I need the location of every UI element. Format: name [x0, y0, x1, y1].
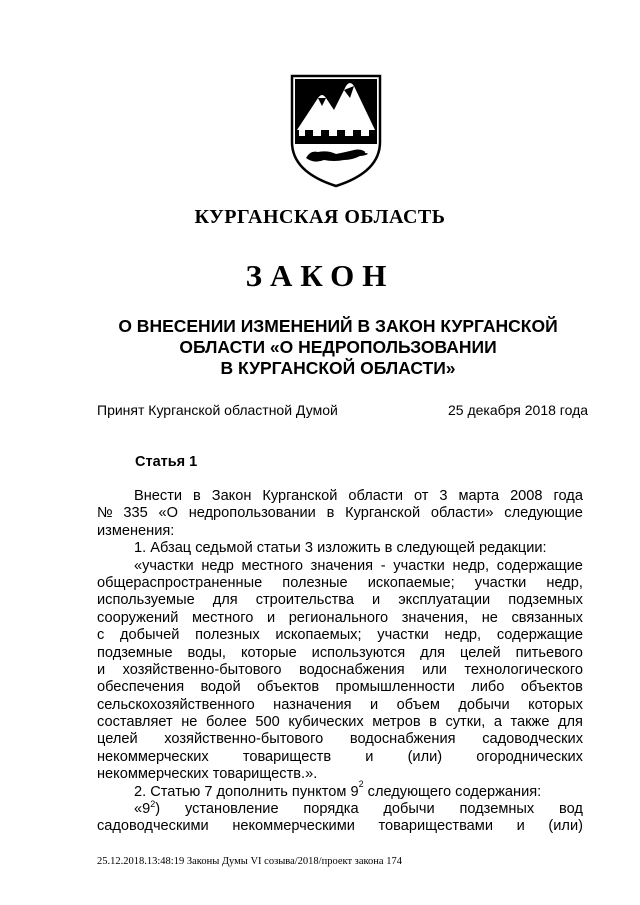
word: года [553, 488, 583, 504]
word: недр, [452, 557, 490, 574]
word: и [365, 748, 374, 765]
word: используемые [97, 592, 195, 609]
word: следующие [504, 505, 583, 522]
article-text-line [97, 679, 583, 696]
word: для [557, 714, 583, 731]
word: или [422, 661, 447, 678]
word: участки [393, 557, 445, 574]
word: целей [460, 644, 501, 661]
word: назначения [273, 696, 352, 713]
word: используются [311, 644, 406, 661]
word: которые [240, 644, 297, 661]
word: метров [372, 714, 421, 731]
word: для [420, 644, 446, 661]
adoption-date: 25 декабря 2018 года [448, 402, 589, 418]
word: 500 [255, 714, 280, 731]
word: 1. Абзац седьмой статьи 3 изложить в следующей редакции: [134, 540, 547, 557]
law-title-line: В КУРГАНСКОЙ ОБЛАСТИ» [220, 358, 456, 378]
word: ископаемые; [367, 574, 455, 591]
quote-marker: «$9^2$) [134, 799, 161, 818]
word: участки [474, 574, 527, 591]
word: водой [200, 679, 241, 696]
word: и [97, 661, 106, 678]
word: и [370, 696, 379, 713]
word: некоммерческих товариществ.». [97, 766, 318, 783]
word: эксплуатации [398, 592, 491, 609]
word: «участки [134, 557, 194, 574]
word: местного [191, 609, 254, 626]
article-text-line [97, 488, 583, 505]
word: добычи [458, 696, 510, 713]
article-text-line [97, 558, 583, 575]
adoption-text: Принят Курганской областной Думой [97, 402, 338, 418]
word: добычи [383, 801, 435, 818]
article-heading: Статья 1 [135, 454, 198, 470]
word: полезных [195, 627, 260, 644]
word: более [205, 714, 247, 731]
article-text-line [97, 505, 583, 522]
word: недр, [546, 574, 583, 591]
word: значения [310, 557, 374, 574]
word: садоводческих [482, 731, 583, 748]
word: кубических [288, 714, 364, 731]
word: и [266, 609, 276, 626]
word: водоснабжения [349, 731, 456, 748]
word: Курганской [345, 505, 421, 522]
word: садоводческими [97, 818, 209, 835]
word: 2008 [510, 488, 543, 504]
word: (или) [407, 748, 443, 765]
word: 3 [439, 488, 448, 504]
word: (или) [548, 818, 583, 835]
word: связанных [511, 609, 583, 626]
word: содержащие [496, 627, 583, 644]
word: товариществами [378, 818, 493, 835]
article-text-line [97, 540, 583, 557]
article-text-line [97, 610, 583, 627]
article-text-line [97, 627, 583, 644]
word: ископаемых; [275, 627, 362, 644]
superscript: 2 [358, 778, 364, 789]
article-quote-line [97, 801, 583, 818]
word: от [413, 488, 429, 504]
law-title-line: ОБЛАСТИ «О НЕДРОПОЛЬЗОВАНИИ [179, 337, 497, 357]
word: воды, [187, 644, 226, 661]
word: сутки, [445, 714, 486, 731]
word: регионального [288, 609, 389, 626]
word: в [326, 505, 335, 522]
word: водоснабжения [298, 661, 405, 678]
word: питьевого [515, 644, 583, 661]
kurgan-coat-of-arms-icon [288, 72, 384, 190]
word: подземных [508, 592, 583, 609]
article-text-line [97, 731, 583, 748]
point-2-text: 2. Статью 7 дополнить пунктом 9 [134, 783, 359, 800]
region-name: КУРГАНСКАЯ ОБЛАСТЬ [194, 206, 446, 228]
article-text-line [97, 818, 583, 835]
article-point-2 [97, 778, 583, 801]
word: не [181, 714, 198, 731]
word: сельскохозяйственного [97, 696, 255, 713]
word: изменения: [97, 522, 175, 539]
word: добычей [120, 627, 180, 644]
article-text [97, 488, 583, 784]
word: целей [97, 731, 138, 748]
article-text-line [97, 523, 583, 540]
word: которых [528, 696, 583, 713]
word: № [97, 505, 113, 522]
article-text-line [97, 592, 583, 609]
word: Внести [134, 488, 183, 504]
word: установление [184, 801, 279, 818]
article-body [97, 488, 583, 836]
word: подземных [459, 801, 535, 818]
word: «О [158, 505, 178, 522]
law-title-line: О ВНЕСЕНИИ ИЗМЕНЕНИЙ В ЗАКОН КУРГАНСКОЙ [118, 316, 558, 336]
article-text-line [97, 749, 583, 766]
article-text-line [97, 766, 583, 783]
word: местного [241, 557, 303, 574]
law-title [100, 316, 576, 379]
word: для [212, 592, 238, 609]
word: и [516, 818, 525, 835]
word: также [510, 714, 550, 731]
word: огороднических [476, 748, 583, 765]
word: с [97, 627, 105, 644]
word: подземные [97, 644, 173, 661]
word: составляет [97, 714, 173, 731]
word: - [380, 557, 386, 574]
document-type: ЗАКОН [245, 258, 395, 293]
word: области» [430, 505, 494, 522]
article-text-line [97, 697, 583, 714]
word: технологического [464, 661, 583, 678]
word: некоммерческих [97, 748, 209, 765]
word: недропользовании [188, 505, 316, 522]
word: 335 [123, 505, 148, 522]
word: строительства [255, 592, 355, 609]
word: и [372, 592, 381, 609]
word: общераспространенные [97, 574, 263, 591]
word: вод [559, 801, 583, 818]
word: объектов [520, 679, 583, 696]
article-text-line [97, 575, 583, 592]
word: порядка [303, 801, 359, 818]
word: значения, [401, 609, 469, 626]
article-text-line [97, 714, 583, 731]
word: сооружений [97, 609, 179, 626]
word: объем [396, 696, 440, 713]
word: промышленности [335, 679, 455, 696]
word: хозяйственно-бытового [164, 731, 324, 748]
point-2-text-end: следующего содержания: [363, 783, 542, 800]
word: а [493, 714, 502, 731]
word: объектов [256, 679, 320, 696]
word: не [481, 609, 498, 626]
footer-stamp: 25.12.2018.13:48:19 Законы Думы VI созыва/2018/проект закона 174 [97, 856, 402, 867]
word: содержащие [496, 557, 583, 574]
article-text-line [97, 645, 583, 662]
word: в [193, 488, 201, 504]
word: полезные [282, 574, 348, 591]
word: товариществ [242, 748, 332, 765]
word: недр, [444, 627, 482, 644]
word: области [348, 488, 403, 504]
word: Курганской [262, 488, 338, 504]
word: недр [201, 557, 234, 574]
word: либо [471, 679, 505, 696]
word: марта [458, 488, 500, 504]
word: участки [377, 627, 429, 644]
word: обеспечения [97, 679, 185, 696]
word: некоммерческими [232, 818, 355, 835]
word: в [429, 714, 437, 731]
article-text-line [97, 662, 583, 679]
word: хозяйственно-бытового [122, 661, 282, 678]
word: Закон [211, 488, 252, 504]
